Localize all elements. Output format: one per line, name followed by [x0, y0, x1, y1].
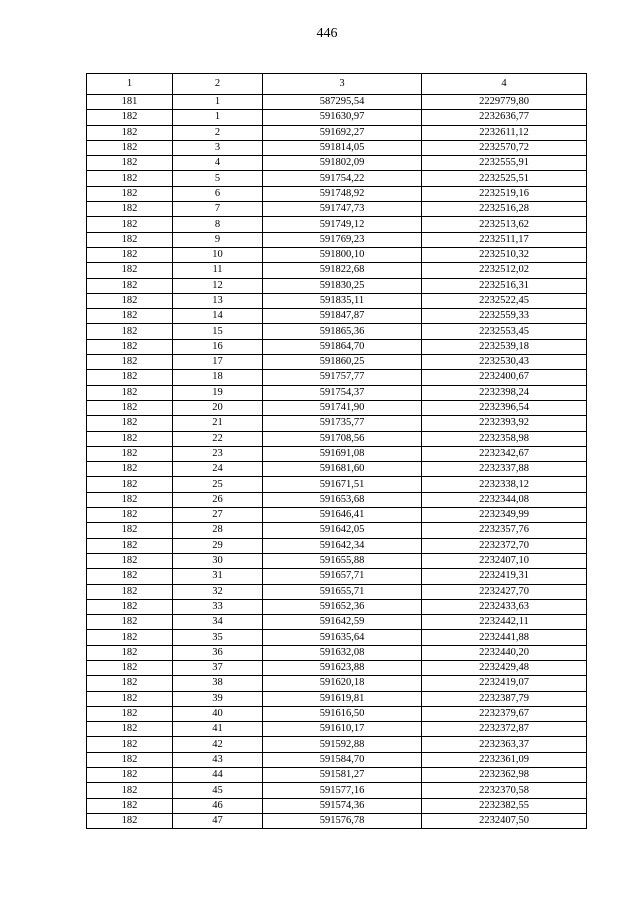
cell-col-2: 19 [173, 385, 263, 400]
cell-col-3: 591671,51 [263, 477, 422, 492]
cell-col-4: 2232357,76 [422, 523, 587, 538]
cell-col-1: 181 [87, 95, 173, 110]
cell-col-1: 182 [87, 110, 173, 125]
cell-col-2: 7 [173, 202, 263, 217]
cell-col-3: 591741,90 [263, 400, 422, 415]
cell-col-4: 2232441,88 [422, 630, 587, 645]
cell-col-1: 182 [87, 813, 173, 828]
table-row [87, 691, 587, 706]
cell-col-4: 2232510,32 [422, 247, 587, 262]
cell-col-2: 14 [173, 309, 263, 324]
cell-col-1: 182 [87, 584, 173, 599]
cell-col-4: 2232393,92 [422, 416, 587, 431]
cell-col-1: 182 [87, 339, 173, 354]
cell-col-4: 2232530,43 [422, 355, 587, 370]
cell-col-1: 182 [87, 156, 173, 171]
cell-col-2: 30 [173, 553, 263, 568]
cell-col-1: 182 [87, 370, 173, 385]
table-row [87, 783, 587, 798]
cell-col-2: 4 [173, 156, 263, 171]
cell-col-2: 23 [173, 446, 263, 461]
cell-col-2: 8 [173, 217, 263, 232]
cell-col-3: 591653,68 [263, 492, 422, 507]
cell-col-4: 2232611,12 [422, 125, 587, 140]
cell-col-4: 2232516,28 [422, 202, 587, 217]
cell-col-1: 182 [87, 676, 173, 691]
cell-col-4: 2232513,62 [422, 217, 587, 232]
table-row [87, 553, 587, 568]
table-row [87, 492, 587, 507]
cell-col-3: 591735,77 [263, 416, 422, 431]
cell-col-1: 182 [87, 385, 173, 400]
table-row [87, 508, 587, 523]
cell-col-2: 20 [173, 400, 263, 415]
cell-col-4: 2232358,98 [422, 431, 587, 446]
table-row [87, 706, 587, 721]
coordinates-table [86, 73, 587, 829]
cell-col-3: 591748,92 [263, 186, 422, 201]
cell-col-2: 26 [173, 492, 263, 507]
table-row [87, 660, 587, 675]
cell-col-1: 182 [87, 140, 173, 155]
cell-col-2: 16 [173, 339, 263, 354]
cell-col-4: 2232442,11 [422, 615, 587, 630]
cell-col-1: 182 [87, 706, 173, 721]
cell-col-3: 591749,12 [263, 217, 422, 232]
cell-col-3: 591616,50 [263, 706, 422, 721]
cell-col-2: 33 [173, 599, 263, 614]
cell-col-2: 36 [173, 645, 263, 660]
cell-col-3: 591691,08 [263, 446, 422, 461]
cell-col-3: 591620,18 [263, 676, 422, 691]
table-row [87, 416, 587, 431]
cell-col-2: 40 [173, 706, 263, 721]
cell-col-1: 182 [87, 630, 173, 645]
cell-col-3: 591584,70 [263, 752, 422, 767]
table-row [87, 676, 587, 691]
cell-col-2: 41 [173, 722, 263, 737]
cell-col-3: 591814,05 [263, 140, 422, 155]
cell-col-1: 182 [87, 309, 173, 324]
cell-col-4: 2232525,51 [422, 171, 587, 186]
cell-col-4: 2232338,12 [422, 477, 587, 492]
table-row [87, 202, 587, 217]
cell-col-3: 591635,64 [263, 630, 422, 645]
cell-col-1: 182 [87, 263, 173, 278]
cell-col-1: 182 [87, 660, 173, 675]
cell-col-3: 591860,25 [263, 355, 422, 370]
cell-col-2: 43 [173, 752, 263, 767]
cell-col-2: 24 [173, 462, 263, 477]
table-row [87, 110, 587, 125]
cell-col-1: 182 [87, 171, 173, 186]
cell-col-4: 2232349,99 [422, 508, 587, 523]
cell-col-1: 182 [87, 722, 173, 737]
cell-col-3: 591642,34 [263, 538, 422, 553]
cell-col-2: 37 [173, 660, 263, 675]
cell-col-3: 591592,88 [263, 737, 422, 752]
cell-col-1: 182 [87, 462, 173, 477]
cell-col-1: 182 [87, 355, 173, 370]
cell-col-3: 591681,60 [263, 462, 422, 477]
table-row [87, 232, 587, 247]
table-row [87, 798, 587, 813]
cell-col-3: 591657,71 [263, 569, 422, 584]
cell-col-4: 2232344,08 [422, 492, 587, 507]
cell-col-4: 2232337,88 [422, 462, 587, 477]
cell-col-4: 2232539,18 [422, 339, 587, 354]
table-row [87, 293, 587, 308]
cell-col-1: 182 [87, 477, 173, 492]
cell-col-4: 2232519,16 [422, 186, 587, 201]
table-row [87, 752, 587, 767]
cell-col-1: 182 [87, 217, 173, 232]
cell-col-2: 5 [173, 171, 263, 186]
cell-col-1: 182 [87, 232, 173, 247]
table-row [87, 630, 587, 645]
cell-col-4: 2232342,67 [422, 446, 587, 461]
cell-col-2: 17 [173, 355, 263, 370]
cell-col-3: 591802,09 [263, 156, 422, 171]
cell-col-1: 182 [87, 737, 173, 752]
cell-col-4: 2232362,98 [422, 768, 587, 783]
cell-col-1: 182 [87, 202, 173, 217]
table-row [87, 309, 587, 324]
cell-col-1: 182 [87, 783, 173, 798]
cell-col-1: 182 [87, 324, 173, 339]
cell-col-3: 591577,16 [263, 783, 422, 798]
cell-col-1: 182 [87, 293, 173, 308]
cell-col-4: 2232361,09 [422, 752, 587, 767]
table-row [87, 339, 587, 354]
column-header-3: 3 [263, 74, 422, 95]
cell-col-4: 2232419,07 [422, 676, 587, 691]
cell-col-3: 591652,36 [263, 599, 422, 614]
cell-col-2: 31 [173, 569, 263, 584]
cell-col-1: 182 [87, 752, 173, 767]
cell-col-3: 591864,70 [263, 339, 422, 354]
cell-col-2: 18 [173, 370, 263, 385]
table-row [87, 523, 587, 538]
cell-col-3: 591835,11 [263, 293, 422, 308]
cell-col-1: 182 [87, 446, 173, 461]
cell-col-2: 21 [173, 416, 263, 431]
cell-col-4: 2232382,55 [422, 798, 587, 813]
table-row [87, 217, 587, 232]
cell-col-4: 2232363,37 [422, 737, 587, 752]
cell-col-2: 22 [173, 431, 263, 446]
cell-col-4: 2232400,67 [422, 370, 587, 385]
table-row [87, 140, 587, 155]
table-row [87, 813, 587, 828]
cell-col-4: 2232570,72 [422, 140, 587, 155]
cell-col-4: 2232372,70 [422, 538, 587, 553]
cell-col-4: 2232516,31 [422, 278, 587, 293]
cell-col-2: 25 [173, 477, 263, 492]
cell-col-2: 32 [173, 584, 263, 599]
table-row [87, 355, 587, 370]
cell-col-2: 3 [173, 140, 263, 155]
cell-col-3: 591581,27 [263, 768, 422, 783]
cell-col-4: 2232398,24 [422, 385, 587, 400]
cell-col-1: 182 [87, 186, 173, 201]
cell-col-1: 182 [87, 416, 173, 431]
table-body [87, 95, 587, 829]
table-row [87, 477, 587, 492]
table-row [87, 95, 587, 110]
table-row [87, 737, 587, 752]
cell-col-4: 2232636,77 [422, 110, 587, 125]
cell-col-1: 182 [87, 768, 173, 783]
cell-col-4: 2232407,10 [422, 553, 587, 568]
cell-col-3: 591642,05 [263, 523, 422, 538]
column-header-4: 4 [422, 74, 587, 95]
cell-col-4: 2229779,80 [422, 95, 587, 110]
cell-col-2: 9 [173, 232, 263, 247]
cell-col-1: 182 [87, 645, 173, 660]
cell-col-3: 591754,37 [263, 385, 422, 400]
cell-col-4: 2232419,31 [422, 569, 587, 584]
column-header-2: 2 [173, 74, 263, 95]
cell-col-3: 591632,08 [263, 645, 422, 660]
cell-col-2: 34 [173, 615, 263, 630]
cell-col-2: 6 [173, 186, 263, 201]
cell-col-1: 182 [87, 538, 173, 553]
cell-col-3: 591747,73 [263, 202, 422, 217]
cell-col-3: 591847,87 [263, 309, 422, 324]
cell-col-2: 35 [173, 630, 263, 645]
cell-col-4: 2232387,79 [422, 691, 587, 706]
cell-col-2: 46 [173, 798, 263, 813]
table-row [87, 156, 587, 171]
cell-col-2: 11 [173, 263, 263, 278]
cell-col-2: 2 [173, 125, 263, 140]
table-row [87, 569, 587, 584]
cell-col-3: 591642,59 [263, 615, 422, 630]
cell-col-2: 27 [173, 508, 263, 523]
table-row [87, 722, 587, 737]
cell-col-4: 2232396,54 [422, 400, 587, 415]
cell-col-2: 15 [173, 324, 263, 339]
table-row [87, 645, 587, 660]
cell-col-4: 2232511,17 [422, 232, 587, 247]
cell-col-1: 182 [87, 691, 173, 706]
table-row [87, 385, 587, 400]
cell-col-2: 44 [173, 768, 263, 783]
cell-col-3: 591655,71 [263, 584, 422, 599]
table-row [87, 538, 587, 553]
cell-col-2: 29 [173, 538, 263, 553]
table-row [87, 278, 587, 293]
cell-col-3: 591619,81 [263, 691, 422, 706]
cell-col-2: 39 [173, 691, 263, 706]
cell-col-1: 182 [87, 553, 173, 568]
table-row [87, 324, 587, 339]
table-header [87, 74, 587, 95]
column-header-1: 1 [87, 74, 173, 95]
cell-col-4: 2232553,45 [422, 324, 587, 339]
cell-col-3: 591800,10 [263, 247, 422, 262]
cell-col-3: 591757,77 [263, 370, 422, 385]
cell-col-2: 10 [173, 247, 263, 262]
cell-col-4: 2232433,63 [422, 599, 587, 614]
cell-col-1: 182 [87, 523, 173, 538]
cell-col-3: 591623,88 [263, 660, 422, 675]
cell-col-2: 45 [173, 783, 263, 798]
cell-col-4: 2232440,20 [422, 645, 587, 660]
table-row [87, 247, 587, 262]
cell-col-3: 591610,17 [263, 722, 422, 737]
cell-col-3: 591822,68 [263, 263, 422, 278]
cell-col-2: 42 [173, 737, 263, 752]
table-header-row [87, 74, 587, 95]
page-number: 446 [316, 26, 338, 41]
cell-col-3: 591655,88 [263, 553, 422, 568]
cell-col-4: 2232522,45 [422, 293, 587, 308]
cell-col-3: 591574,36 [263, 798, 422, 813]
cell-col-2: 1 [173, 95, 263, 110]
cell-col-1: 182 [87, 400, 173, 415]
cell-col-4: 2232559,33 [422, 309, 587, 324]
cell-col-1: 182 [87, 599, 173, 614]
table-row [87, 446, 587, 461]
cell-col-4: 2232555,91 [422, 156, 587, 171]
table-row [87, 462, 587, 477]
cell-col-1: 182 [87, 508, 173, 523]
table-row [87, 584, 587, 599]
cell-col-1: 182 [87, 125, 173, 140]
cell-col-1: 182 [87, 569, 173, 584]
cell-col-2: 28 [173, 523, 263, 538]
table-row [87, 125, 587, 140]
cell-col-4: 2232379,67 [422, 706, 587, 721]
cell-col-2: 12 [173, 278, 263, 293]
table-row [87, 768, 587, 783]
cell-col-1: 182 [87, 247, 173, 262]
cell-col-3: 591708,56 [263, 431, 422, 446]
table-row [87, 599, 587, 614]
cell-col-3: 591769,23 [263, 232, 422, 247]
cell-col-1: 182 [87, 278, 173, 293]
cell-col-4: 2232407,50 [422, 813, 587, 828]
cell-col-2: 47 [173, 813, 263, 828]
cell-col-3: 591830,25 [263, 278, 422, 293]
cell-col-3: 591630,97 [263, 110, 422, 125]
cell-col-4: 2232372,87 [422, 722, 587, 737]
cell-col-4: 2232512,02 [422, 263, 587, 278]
cell-col-3: 591646,41 [263, 508, 422, 523]
table-row [87, 370, 587, 385]
cell-col-3: 591576,78 [263, 813, 422, 828]
table-row [87, 186, 587, 201]
cell-col-1: 182 [87, 798, 173, 813]
cell-col-3: 591865,36 [263, 324, 422, 339]
cell-col-2: 38 [173, 676, 263, 691]
cell-col-3: 591754,22 [263, 171, 422, 186]
cell-col-1: 182 [87, 431, 173, 446]
cell-col-3: 591692,27 [263, 125, 422, 140]
cell-col-3: 587295,54 [263, 95, 422, 110]
table-row [87, 263, 587, 278]
table-row [87, 400, 587, 415]
cell-col-2: 1 [173, 110, 263, 125]
table-row [87, 615, 587, 630]
cell-col-1: 182 [87, 492, 173, 507]
cell-col-4: 2232370,58 [422, 783, 587, 798]
cell-col-4: 2232429,48 [422, 660, 587, 675]
table-row [87, 171, 587, 186]
cell-col-2: 13 [173, 293, 263, 308]
table-row [87, 431, 587, 446]
cell-col-4: 2232427,70 [422, 584, 587, 599]
cell-col-1: 182 [87, 615, 173, 630]
